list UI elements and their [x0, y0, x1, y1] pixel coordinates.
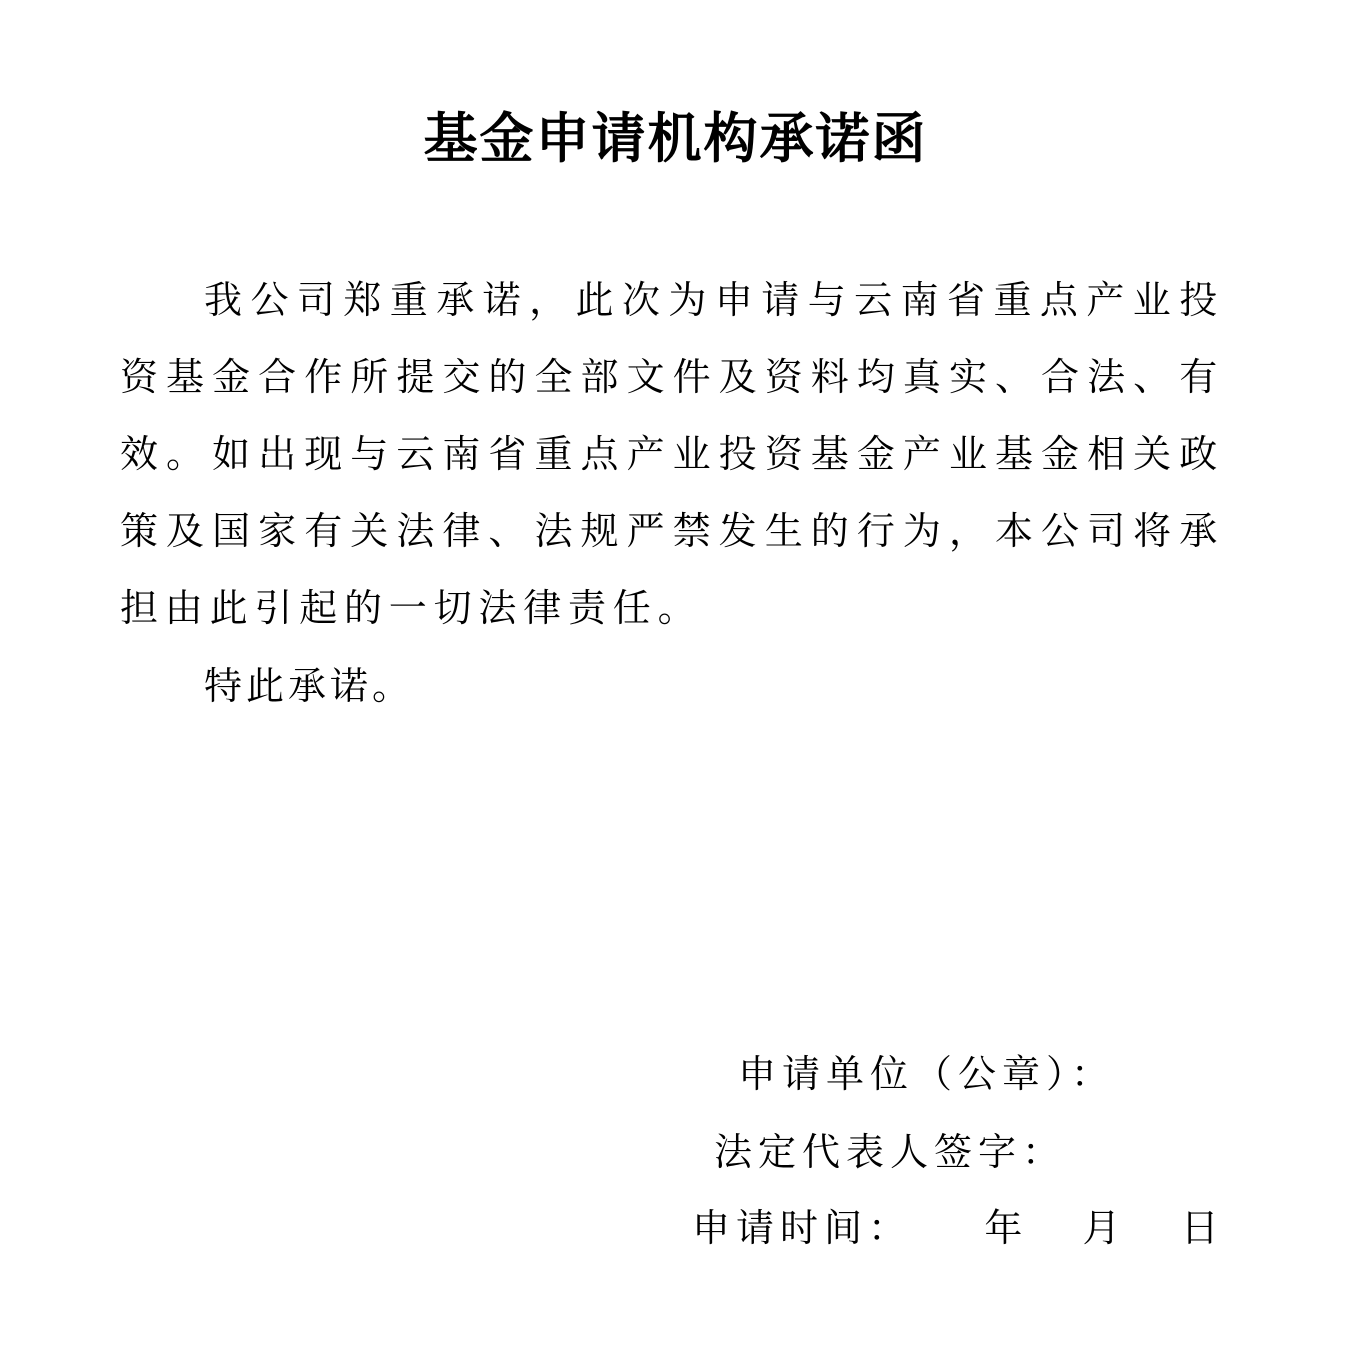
applicant-unit-seal-line: 申请单位（公章）：	[738, 1052, 1116, 1096]
legal-representative-signature-line: 法定代表人签字：	[714, 1130, 1067, 1174]
closing-statement: 特此承诺。	[204, 664, 415, 708]
commitment-paragraph: 我公司郑重承诺，此次为申请与云南省重点产业投资基金合作所提交的全部文件及资料均真实、合法、有效。如出现与云南省重点产业投资基金产业基金相关政策及国家有关法律、法规严禁发生的行为，本公司将承担由此引起的一切法律责任。	[120, 278, 1224, 630]
document-title: 基金申请机构承诺函	[423, 107, 928, 170]
application-date-line: 申请时间： 年 月 日	[692, 1206, 1225, 1250]
